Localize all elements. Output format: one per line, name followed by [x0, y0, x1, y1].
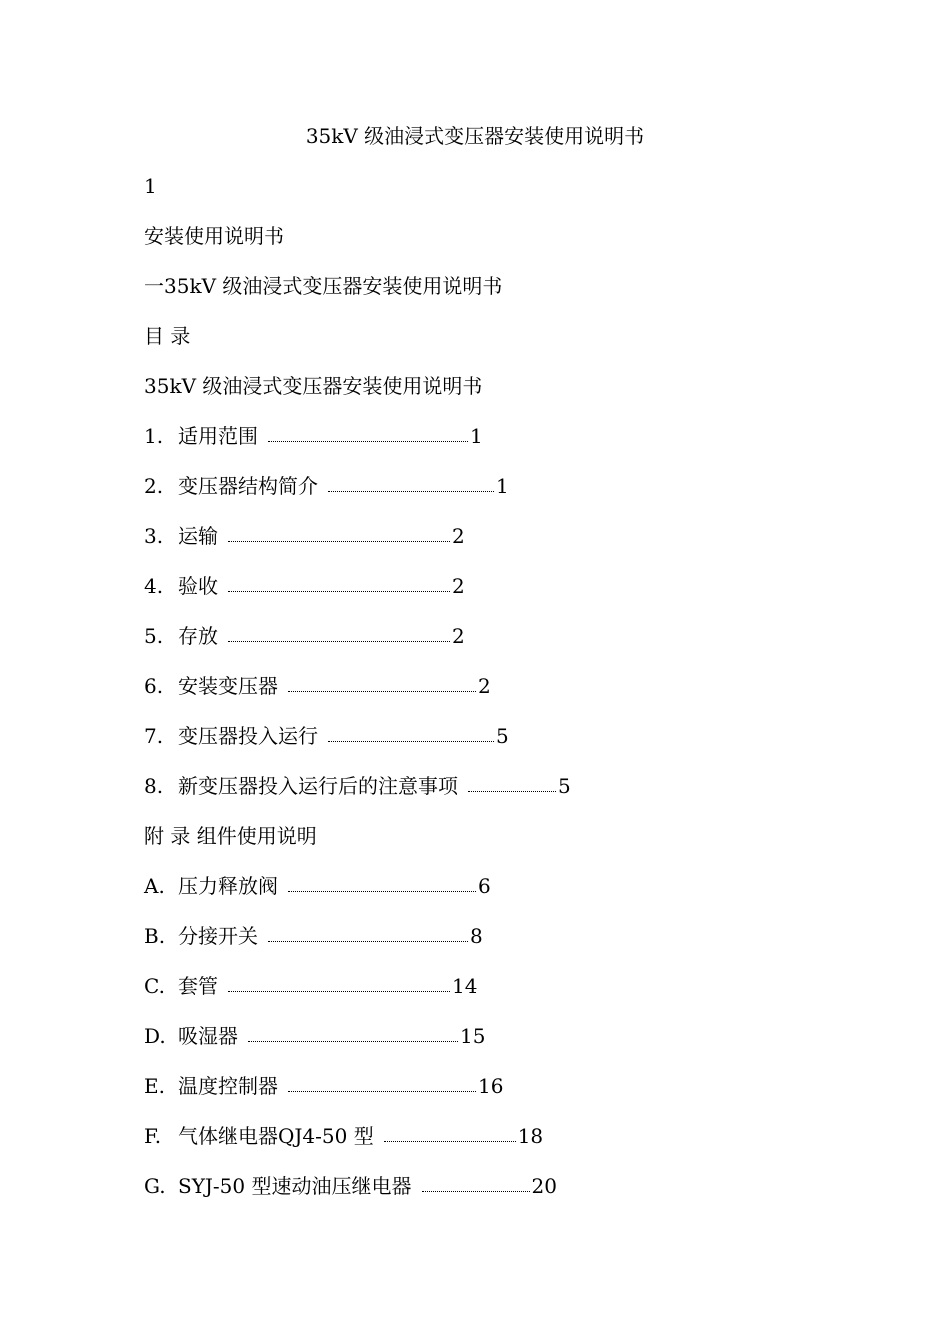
toc-entry[interactable] [144, 624, 465, 648]
toc-entry[interactable] [144, 424, 483, 448]
toc-entry-label: 新变压器投入运行后的注意事项 [178, 774, 458, 798]
toc-entry-number: 4. [144, 574, 164, 598]
toc-entry-number: 8. [144, 774, 164, 798]
appendix-heading: 附 录 组件使用说明 [144, 824, 317, 848]
toc-entry-page: 2 [478, 674, 491, 698]
toc-entry-page: 1 [470, 424, 483, 448]
toc-leader-dots [228, 641, 450, 642]
appendix-entry[interactable] [144, 1124, 543, 1148]
appendix-entry-number: C. [144, 974, 165, 998]
appendix-entry-page: 6 [478, 874, 491, 898]
toc-leader-dots [228, 991, 450, 992]
toc-leader-dots [288, 691, 476, 692]
subtitle: 安装使用说明书 [144, 224, 284, 248]
toc-entry-label: 运输 [178, 524, 218, 548]
toc-leader-dots [328, 491, 494, 492]
toc-title: 35kV 级油浸式变压器安装使用说明书 [144, 374, 483, 398]
toc-entry-label: 适用范围 [178, 424, 258, 448]
toc-leader-dots [328, 741, 494, 742]
toc-entry-number: 5. [144, 624, 164, 648]
appendix-entry-page: 8 [470, 924, 483, 948]
toc-entry-label: 安装变压器 [178, 674, 278, 698]
toc-entry[interactable] [144, 774, 571, 798]
appendix-entry-page: 16 [478, 1074, 504, 1098]
appendix-entry-label: SYJ-50 型速动油压继电器 [178, 1174, 412, 1198]
appendix-entry[interactable] [144, 1024, 485, 1048]
appendix-entry-page: 15 [460, 1024, 486, 1048]
toc-entry-label: 变压器结构简介 [178, 474, 318, 498]
toc-entry-page: 2 [452, 624, 465, 648]
appendix-entry[interactable] [144, 974, 477, 998]
appendix-entry-label: 气体继电器QJ4-50 型 [178, 1124, 374, 1148]
appendix-entry-label: 压力释放阀 [178, 874, 278, 898]
toc-entry[interactable] [144, 724, 509, 748]
appendix-entry-page: 20 [531, 1174, 557, 1198]
toc-entry[interactable] [144, 574, 465, 598]
toc-entry-label: 变压器投入运行 [178, 724, 318, 748]
appendix-entry-number: D. [144, 1024, 166, 1048]
toc-leader-dots [228, 541, 450, 542]
toc-entry-page: 5 [496, 724, 509, 748]
toc-entry-label: 验收 [178, 574, 218, 598]
toc-leader-dots [468, 791, 556, 792]
toc-entry-page: 1 [496, 474, 509, 498]
toc-entry[interactable] [144, 524, 465, 548]
appendix-entry-label: 分接开关 [178, 924, 258, 948]
toc-entry-number: 7. [144, 724, 164, 748]
page-marker: 1 [144, 174, 157, 198]
appendix-entry-page: 18 [517, 1124, 544, 1148]
toc-leader-dots [288, 1091, 476, 1092]
appendix-entry-number: F. [144, 1124, 162, 1148]
appendix-entry[interactable] [144, 1074, 503, 1098]
toc-entry[interactable] [144, 474, 509, 498]
appendix-entry-label: 套管 [178, 974, 218, 998]
appendix-entry[interactable] [144, 1174, 557, 1198]
toc-leader-dots [384, 1141, 516, 1142]
appendix-entry-label: 温度控制器 [178, 1074, 278, 1098]
toc-entry-number: 3. [144, 524, 164, 548]
toc-entry-number: 1. [144, 424, 164, 448]
appendix-entry-label: 吸湿器 [178, 1024, 238, 1048]
toc-leader-dots [268, 441, 468, 442]
toc-entry-page: 2 [452, 524, 465, 548]
appendix-entry-number: B. [144, 924, 166, 948]
appendix-entry-page: 14 [452, 974, 478, 998]
toc-entry-label: 存放 [178, 624, 218, 648]
toc-entry[interactable] [144, 674, 491, 698]
subtitle-full: 一35kV 级油浸式变压器安装使用说明书 [144, 274, 503, 298]
toc-leader-dots [268, 941, 468, 942]
toc-entry-number: 2. [144, 474, 164, 498]
toc-leader-dots [228, 591, 450, 592]
toc-entry-page: 2 [452, 574, 465, 598]
appendix-entry-number: G. [144, 1174, 166, 1198]
toc-leader-dots [422, 1191, 530, 1192]
toc-leader-dots [248, 1041, 458, 1042]
toc-entry-number: 6. [144, 674, 164, 698]
appendix-entry[interactable] [144, 924, 483, 948]
appendix-entry-number: E. [144, 1074, 165, 1098]
toc-entry-page: 5 [558, 774, 571, 798]
toc-leader-dots [288, 891, 476, 892]
appendix-entry-number: A. [144, 874, 165, 898]
document-title: 35kV 级油浸式变压器安装使用说明书 [305, 124, 645, 148]
appendix-entry[interactable] [144, 874, 491, 898]
toc-heading: 目 录 [144, 324, 191, 348]
